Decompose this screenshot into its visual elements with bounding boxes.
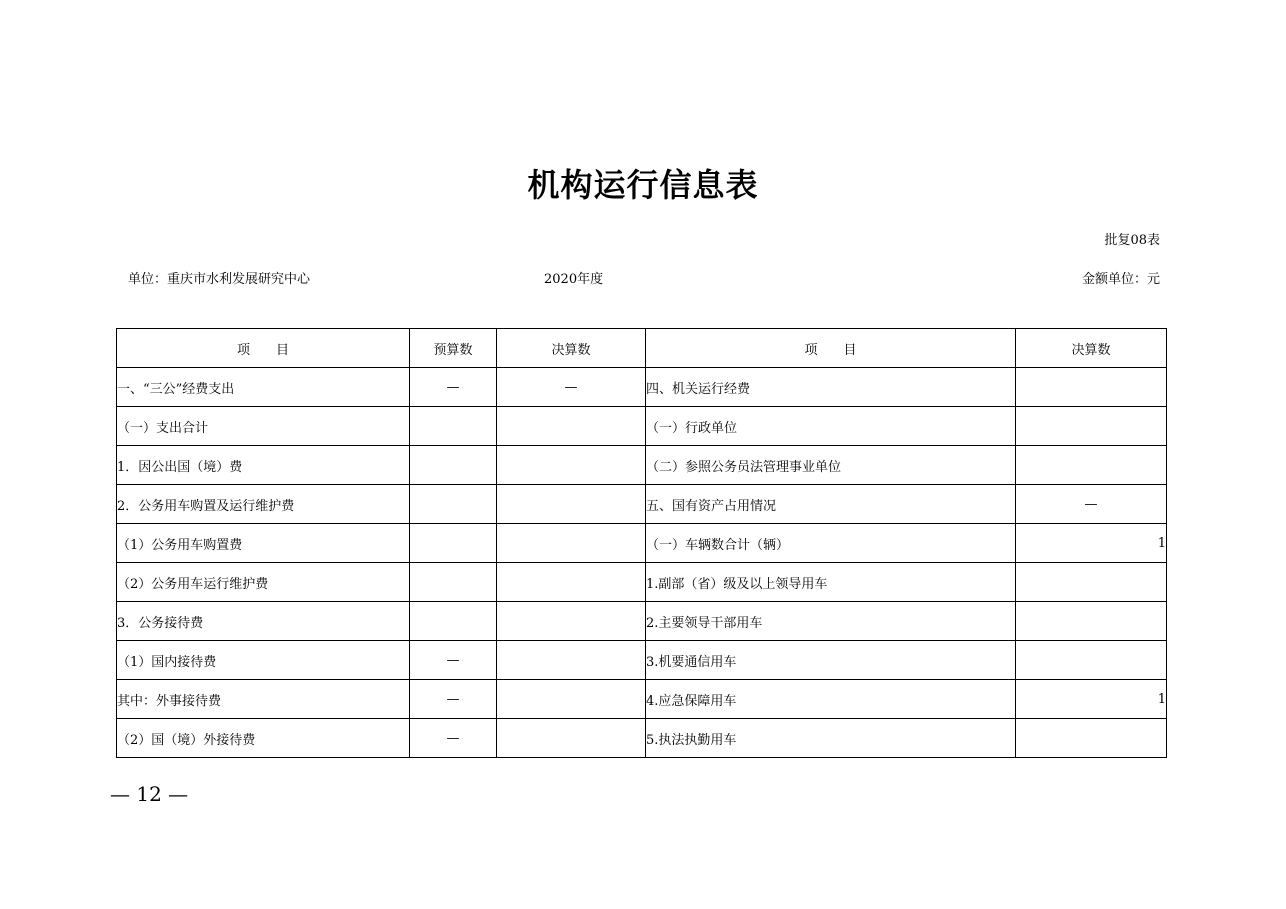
row-budget: — <box>410 719 497 758</box>
row-budget: — <box>410 641 497 680</box>
row-final-right <box>1016 407 1167 446</box>
row-budget: — <box>410 680 497 719</box>
page-title: 机构运行信息表 <box>527 166 759 204</box>
table-row <box>117 524 1167 563</box>
row-item-left: 1．因公出国（境）费 <box>117 446 410 485</box>
institution-info-table <box>116 328 1167 758</box>
table-header-row <box>117 329 1167 368</box>
row-item-left: （1）国内接待费 <box>117 641 410 680</box>
row-item-left: （2）公务用车运行维护费 <box>117 563 410 602</box>
table-row <box>117 563 1167 602</box>
row-final-right <box>1016 602 1167 641</box>
row-item-right: 1.副部（省）级及以上领导用车 <box>646 563 1016 602</box>
row-final-right: 1 <box>1016 680 1167 719</box>
row-final-left <box>497 719 646 758</box>
row-budget <box>410 485 497 524</box>
header-final-right: 决算数 <box>1016 329 1167 368</box>
table-row <box>117 719 1167 758</box>
table-row <box>117 485 1167 524</box>
row-item-right: 2.主要领导干部用车 <box>646 602 1016 641</box>
row-item-right: 3.机要通信用车 <box>646 641 1016 680</box>
row-final-right <box>1016 641 1167 680</box>
row-item-right: 5.执法执勤用车 <box>646 719 1016 758</box>
form-number: 批复08表 <box>1104 233 1160 248</box>
row-final-left <box>497 446 646 485</box>
row-item-left: （2）国（境）外接待费 <box>117 719 410 758</box>
table-row <box>117 407 1167 446</box>
row-budget <box>410 407 497 446</box>
header-item-right: 项 目 <box>646 329 1016 368</box>
year-label: 2020年度 <box>544 272 604 287</box>
row-final-left <box>497 680 646 719</box>
row-item-left: 2．公务用车购置及运行维护费 <box>117 485 410 524</box>
table-row <box>117 602 1167 641</box>
row-item-left: （一）支出合计 <box>117 407 410 446</box>
row-item-left: 3．公务接待费 <box>117 602 410 641</box>
header-final-left: 决算数 <box>497 329 646 368</box>
row-final-left: — <box>497 368 646 407</box>
row-item-right: 五、国有资产占用情况 <box>646 485 1016 524</box>
row-item-right: 四、机关运行经费 <box>646 368 1016 407</box>
row-item-left: 其中：外事接待费 <box>117 680 410 719</box>
row-final-right <box>1016 446 1167 485</box>
row-item-right: （一）行政单位 <box>646 407 1016 446</box>
row-item-right: （一）车辆数合计（辆） <box>646 524 1016 563</box>
unit-label: 单位：重庆市水利发展研究中心 <box>128 272 311 287</box>
row-final-right: 1 <box>1016 524 1167 563</box>
row-budget <box>410 524 497 563</box>
row-item-left: （1）公务用车购置费 <box>117 524 410 563</box>
row-final-left <box>497 602 646 641</box>
row-budget <box>410 446 497 485</box>
row-final-right <box>1016 368 1167 407</box>
row-final-left <box>497 524 646 563</box>
amount-unit-label: 金额单位：元 <box>1081 272 1160 287</box>
row-final-left <box>497 641 646 680</box>
row-budget <box>410 602 497 641</box>
table-row <box>117 680 1167 719</box>
row-final-left <box>497 407 646 446</box>
row-final-right <box>1016 563 1167 602</box>
row-final-left <box>497 563 646 602</box>
table-row <box>117 446 1167 485</box>
table-row <box>117 368 1167 407</box>
header-item-left: 项 目 <box>117 329 410 368</box>
table-row <box>117 641 1167 680</box>
row-item-right: （二）参照公务员法管理事业单位 <box>646 446 1016 485</box>
header-budget: 预算数 <box>410 329 497 368</box>
page-number: — 12 — <box>110 782 189 806</box>
row-item-right: 4.应急保障用车 <box>646 680 1016 719</box>
row-final-left <box>497 485 646 524</box>
row-item-left: 一、“三公”经费支出 <box>117 368 410 407</box>
row-final-right: — <box>1016 485 1167 524</box>
row-budget <box>410 563 497 602</box>
row-budget: — <box>410 368 497 407</box>
row-final-right <box>1016 719 1167 758</box>
